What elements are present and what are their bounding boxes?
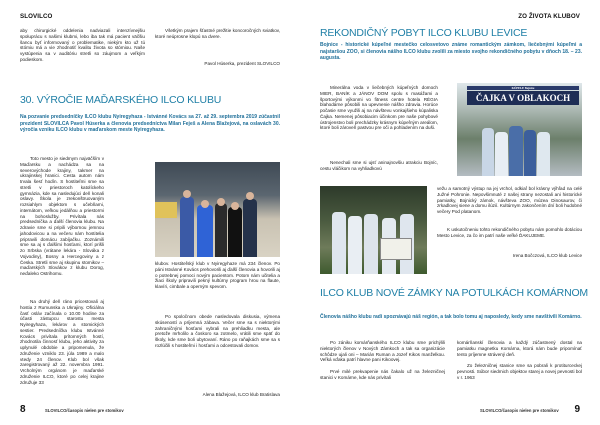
- article-title-hungary: 30. VÝROČIE MAĎARSKÉHO ILCO KLUBU: [20, 94, 222, 106]
- nove-zamky-col2-p2: Zo železničnej stanice sme sa pobrali k protiturceckej pevnosti. Súbor siedmich objektov starej a novej pevnosti bol v r. 1963: [457, 363, 582, 380]
- article-col2-p2: Po spoločnom obede nasledovala diskusia, výmena skúseností a príjemná zábava. Večer sme sa s niektorými zahraničnými hosťami vybrali na prehliadku mesta, ale pretože mrholilo a čoskoro sa zotmelo, vrátili sme späť do školy, kde sme boli ubytovaní. Ráno po raňajkách sme sa s rozlúčili s hostiteľmi i hosťami a odcestovali domov.: [155, 314, 280, 348]
- article-signature: Alena Blažejová, ILCO klub Bratislava: [202, 392, 280, 397]
- person-figure: [537, 132, 550, 176]
- person-head: [201, 200, 209, 208]
- club-banner: [380, 238, 412, 260]
- person-figure: [524, 130, 536, 176]
- table-decoration: [155, 202, 177, 218]
- person-figure: [180, 197, 194, 257]
- page-number-left: 8: [20, 404, 26, 415]
- levice-col2-p2: K uskutočneniu tohto rekondičného pobytu nám pomohlo dotáciou Mesto Levice, za čo im patrí naše veľké ĎAKUJEME.: [437, 227, 582, 238]
- article-title-levice: REKONDIČNÝ POBYT ILCO KLUBU LEVICE: [320, 27, 528, 39]
- running-head-right: ZO ŽIVOTA KLUBOV: [518, 13, 580, 20]
- article-title-nove-zamky: ILCO KLUB NOVÉ ZÁMKY NA POTULKÁCH KOMÁRNOM: [320, 287, 588, 299]
- nove-zamky-col2-p1: komárňanskí členovia a každý zúčastnený dostal na pamiatku magnetku Komárna, ktorá nám bude pripomínať tento príjemne strávený deň.: [457, 340, 582, 357]
- intro-column-1: aby chirurgické oddelenia nadviazali intenzívnejšiu spoluprácu s našimi klubmi, lebo iba tak má pacient väčšiu šancu byť informovaný o problematike, niekým kto už tú stómiu má a vie zhodnotiť kvalitu života so stómiou. Naše vystúpenia sa v auditóriu stretli so záujmom a veľkým podieskom.: [20, 28, 145, 62]
- person-head: [246, 192, 254, 200]
- article-lead-levice: Bojnice - historické kúpeľné mestečko celosvetovo známe romantickým zámkom, liečebnými kúpeľmi a najstaršou ZOO, si členovia nášho ILCO klubu zvolili za miesto svojho rekondičného pobytu v dňoch 18. – 23. augusta.: [320, 42, 582, 61]
- article-col1-p2: Na druhý deň ráno pricestovali aj hostia z Rumunska a Ukrajiny. Oficiálna časť osláv začínala o 10.00 hodine za účasti zástupcu starostu mesta Nyiregyhaza, lekárov a stomických sestier. Predsedníčka klubu Istvánné Kovács privítala prítomných hostí, zhodnotila činnosť klubu, jeho aktivity za uplynulé obdobie a pripomenula, že združenie vzniklo 23. júla 1989 a malo vtedy 24 členov. Klub bol však zaregistrovaný až 22. novembra 1991. Vrcholným orgánom je maďarské združenie ILCO, ktoré po celej krajine združuje 33: [20, 299, 104, 385]
- person-figure: [197, 205, 213, 257]
- person-figure: [332, 212, 346, 274]
- levice-col1-p1: Minerálna voda v liečebných kúpeľných domoch MIER, BANÍK a JÁNOV DOM spolu s masážami a športovými výkonmi vo fitness centre hotela RÉGIA blahodárne pôsobili na upevnenie nášho zdravia. Horúce počasie sme využili aj na návštevu vonkajšieho kúpaliska Čajka. Nemenej pôsobiacim účinkom pre naše pohybové ústrojenstvo boli prechádzky krásnym kúpeľným areálom, ktoré boli zároveň pastvou pre oči a pohladením na duši.: [320, 85, 438, 131]
- person-figure: [509, 126, 523, 176]
- right-page: [300, 0, 600, 425]
- levice-signature: Irena Bočczová, ILCO klub Levice: [512, 253, 582, 258]
- photo-cajka-v-oblakoch: [457, 83, 582, 176]
- article-col2-p1: klubov. Hostiteľský klub v Nyiregyhaze má 234 členov. Po páni Istvánné Kovács prehovorili aj ďalší členovia a hovorili aj o potrebnej pomoci novým pacientom. Potom nám učitelia a žiaci školy pripravili pekný kultúrny program hrou na flaute, klavíri, cimbale a operným spevom.: [155, 261, 280, 289]
- person-head: [183, 190, 191, 198]
- person-figure: [495, 132, 508, 176]
- article-col1-p1: Toto mesto je siedmym najväčším v Maďarsku a nachádza sa na severovýchode krajiny, takmer na ukrajinskej hranici. Cesta autom nám trvala šesť hodín. S hostiteľmi sme sa stretli v priestoroch katolíckeho gymnázia, kde sa nasledujúci deň konali oslavy. Škola je zrekonštruovaným rozsiahlym objektom s učebňami, internátom, veľkou jedálňou a priestormi na bohoslužby. Privítala nás predsedníčka a ďalší členovia klubu. Na zdravie sme si pripili výbornou jemnou jahodovicou a na večeru nám hostitelia pripravili domácu zabíjačku. Zoznámili sme sa aj s ďalšími hosťami, ktorí prišli zo Srbska (vrátane lekára - Slováka z Vojvodiny), Bosny a Hercegoviny a z Česka. Stretli sme aj skupinu stomikov – maďarských Slovákov z klubu Dorog, neďaleko Ostrihomu.: [20, 156, 104, 276]
- person-figure: [482, 128, 494, 176]
- person-figure: [215, 203, 227, 257]
- nove-zamky-col1-p1: Po zániku komárňanského ILCO klubu sme prichýlili niektorých členov v Nových Zámkoch a tak sa organizácie schôdze ujali oni – Marián Ruman a Jozef Kikos manželkou. Veľká vďaka patrí hlavne pani Kikoovej.: [320, 340, 445, 363]
- running-head-left: SLOVILCO: [20, 13, 53, 20]
- sign-small: KÚPELE Bojnice: [467, 86, 579, 90]
- person-head: [217, 198, 225, 206]
- intro-column-2: Všetkým prajem šťastné prežitie koncoročných sviatkov, ktoré neúprosne klopú na dvere.: [155, 28, 280, 39]
- sign-cajka: ČAJKA V OBLAKOCH: [467, 91, 579, 105]
- footer-left: SLOVILCO/časopis nielen pre stomikov: [45, 408, 124, 413]
- levice-col2-p1: vežu a samotný výstup na jej vrchol, odkiaľ bol krásny výhľad na celé Južné Pohronie. Nepovšimnuté z našej strany nezostali ani historické pamiatky, Bojnický zámok, návšteva ZOO, múzea Dinosaurov, či zrkadlovej siene a domu ilúzií. Kultúrnym zakončením dní boli hudobné večery Pod platanom.: [437, 186, 582, 214]
- person-head: [231, 202, 239, 210]
- person-figure: [348, 216, 362, 274]
- photo-levice-group: [320, 186, 427, 274]
- person-figure: [243, 199, 257, 257]
- levice-col1-p2: Nenechali sme si ujsť aninajnovšiu atrakciu Bojníc, cestu vláčikom na vyhliadkovú: [320, 160, 438, 171]
- article-lead-hungary: Na pozvanie predsedníčky ILCO klubu Nyiregyhaza - Istvánné Kovács sa 27. až 29. septembra 2019 zúčastnil prezident SLOVILCA Pavol Húserka a členovia predsedníctva Milan Feješ a Alena Blažejová, na oslavách 30. výročia vzniku ILCO klubu v maďarskom meste Nyiregyhaza.: [20, 114, 280, 133]
- article-lead-nove-zamky: Členovia nášho klubu radi spoznávajú náš región, a tak bolo tomu aj naposledy, kedy sme navštívili Komárno.: [320, 314, 582, 320]
- photo-hungary-group: [155, 162, 280, 257]
- page-number-right: 9: [574, 404, 580, 415]
- intro-signature: Pavol Húserka, prezident SLOVILCO: [204, 61, 280, 66]
- person-figure: [228, 207, 242, 257]
- nove-zamky-col1-p2: Prvé milé prekvapenie nás čakalo už na železničnej stanici v Komárne, kde nás privítali: [320, 369, 445, 380]
- person-figure: [364, 214, 378, 274]
- footer-right: SLOVILCO/časopis nielen pre stomikov: [480, 408, 559, 413]
